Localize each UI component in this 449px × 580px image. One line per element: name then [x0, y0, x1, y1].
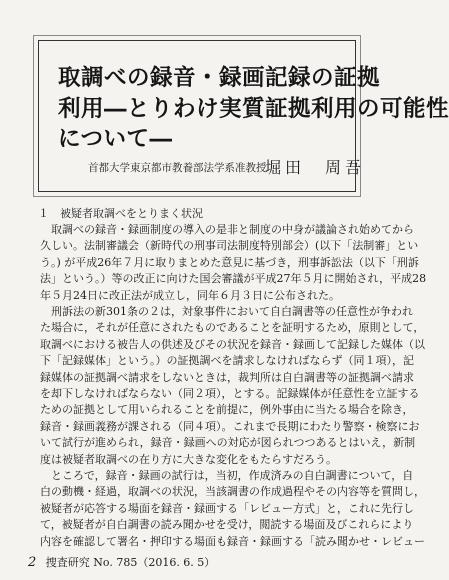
- article-title-line-2: 利用―とりわけ実質証拠利用の可能性: [58, 96, 449, 122]
- paragraph-line: 取調べにおける被告人の供述及びその状況を録音・録画して記録した媒体（以: [40, 337, 425, 351]
- paragraph-line: 被疑者が応答する場面を録音・録画する「レビュー方式」と，これに先行し: [40, 501, 414, 515]
- paragraph-line: 録音・録画義務が課される（同４項）。これまで長期にわたり警察・検察にお: [40, 419, 420, 433]
- paragraph-line: 白の動機・経過，取調べの状況，当該調書の作成過程やその内容等を質問し，: [40, 485, 425, 499]
- paragraph-line: 録媒体の証拠調べ請求をしないときは，裁判所は自白調書等の証拠調べ請求: [40, 370, 414, 384]
- author-name: 堀田 周吾: [265, 158, 366, 177]
- paragraph-line: を却下しなければならない（同２項），とする。記録媒体が任意性を立証する: [40, 387, 420, 400]
- paragraph-line: う。) が平成26年７月に取りまとめた意見に基づき，刑事訴訟法（以下「刑訴: [40, 255, 419, 269]
- page-number: 2: [28, 555, 37, 570]
- issue-info: No. 785（2016. 6. 5）: [93, 556, 216, 569]
- article-title-line-1: 取調べの録音・録画記録の証拠: [58, 65, 381, 91]
- paragraph-line: 下「記録媒体」という。）の証拠調べを請求しなければならず（同１項），記: [40, 354, 414, 368]
- article-title-line-3: について―: [58, 126, 173, 152]
- journal-name: 捜査研究: [45, 556, 90, 569]
- paragraph-line: 法」という。）等の改正に向けた国会審議が平成27年５月に開始され，平成28: [40, 272, 427, 286]
- paragraph-line: 内容を確認して署名・押印する場面も録音・録画する「読み聞かせ・レビュー: [40, 534, 425, 548]
- paragraph-line: て，被疑者が自白調書の読み聞かせを受け，閲読する場面及びこれらにより: [40, 518, 414, 532]
- paragraph-line: た場合に，それが任意にされたものであることを証明するため，原則として，: [40, 321, 425, 335]
- paragraph-line: ための証拠として用いられることを前提に，例外事由に当たる場合を除き，: [40, 403, 414, 417]
- author-affiliation: 首都大学東京都市教養部法学系准教授: [88, 162, 267, 174]
- paragraph-line: 取調べの録音・録画制度の導入の是非と制度の中身が議論され始めてから: [40, 223, 414, 236]
- paragraph-line: いて試行が進められ，録音・録画への対応が図られつつあるとはいえ，新制: [40, 436, 416, 450]
- page-footer: [28, 554, 215, 570]
- paragraph-line: 年５月24日に改正法が成立し，同年６月３日に公布された。: [40, 288, 340, 302]
- paragraph-line: ところで，録音・録画の試行は，当初，作成済みの自白調書について，自: [40, 469, 414, 482]
- paragraph-line: 刑訴法の新301条の２は，対象事件において自白調書等の任意性が争われ: [40, 305, 413, 318]
- paragraph-line: 度は被疑者取調べの在り方に大きな変化をもたらすだろう。: [40, 452, 337, 466]
- section-heading: １ 被疑者取調べをとりまく状況: [38, 207, 203, 220]
- paragraph-line: 久しい。法制審議会（新時代の刑事司法制度特別部会）(以下「法制審」とい: [40, 239, 419, 253]
